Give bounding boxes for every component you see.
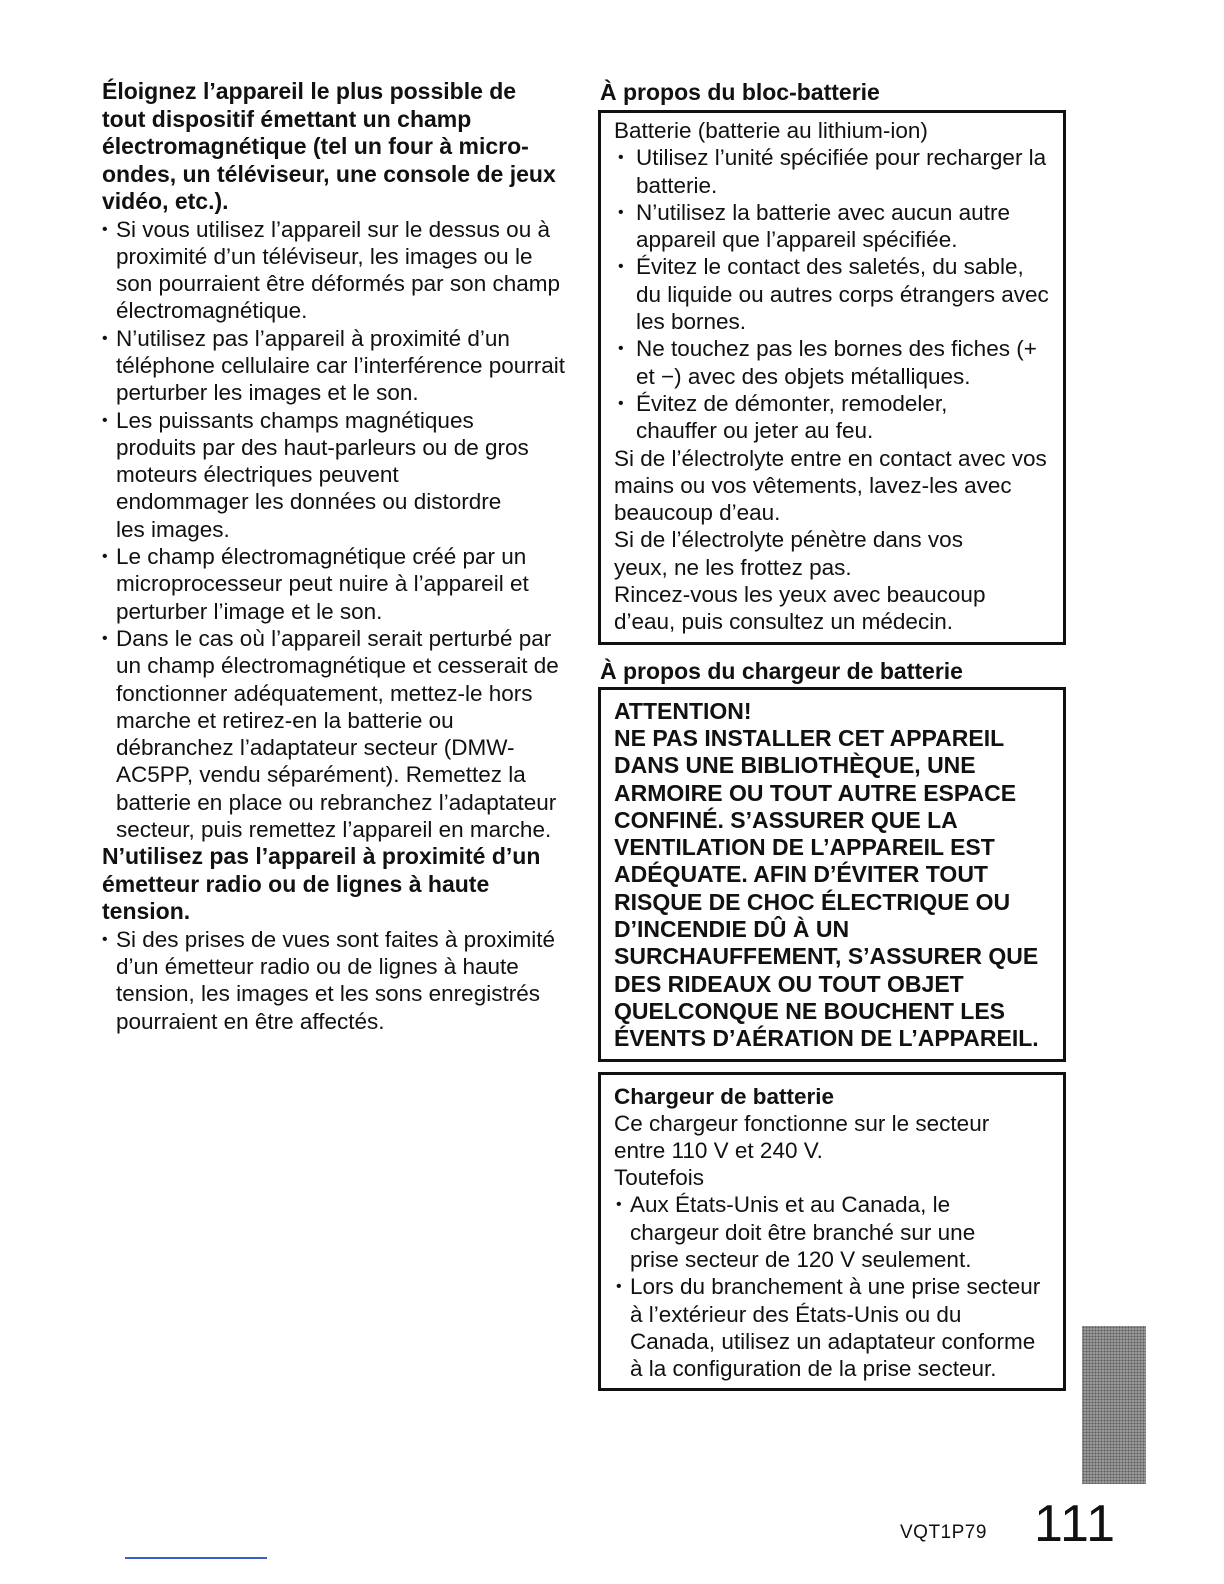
- list-item: • Évitez le contact des saletés, du sable, du liquide ou autres corps étrangers avec les bornes.: [614, 253, 1051, 335]
- list-item: • Évitez de démonter, remodeler, chauffer ou jeter au feu.: [614, 390, 1051, 445]
- list-electromagnetic: [102, 216, 570, 844]
- section-title-charger: À propos du chargeur de batterie: [600, 657, 963, 684]
- list-radio-transmitter: [102, 926, 570, 1035]
- list-item: • Si des prises de vues sont faites à proximité d’un émetteur radio ou de lignes à haute tension, les images et les sons enregistrés pourraient en être affectés.: [102, 926, 570, 1035]
- warning-title: ATTENTION!: [614, 697, 752, 724]
- list-item: • Dans le cas où l’appareil serait perturbé par un champ électromagnétique et cesserait de fonctionner adéquatement, mettez-le hors marche et retirez-en la batterie ou débranchez l’adaptateur secteur (DMW-AC5PP, vendu séparément). Remettez la batterie en place ou rebranchez l’adaptateur secteur, puis remettez l’appareil en marche.: [102, 625, 570, 843]
- decorative-rule: [125, 1557, 267, 1559]
- electrolyte-skin-text: Si de l’électrolyte entre en contact avec vos mains ou vos vêtements, lavez-les avec beaucoup d’eau.: [614, 445, 1047, 526]
- list-item: • Lors du branchement à une prise secteur à l’extérieur des États-Unis ou du Canada, utilisez un adaptateur conforme à la configuration de la prise secteur.: [614, 1273, 1051, 1382]
- section-title-battery: À propos du bloc-batterie: [600, 79, 880, 105]
- list-item: • Le champ électromagnétique créé par un microprocesseur peut nuire à l’appareil et perturber l’image et le son.: [102, 543, 570, 625]
- battery-list: [614, 144, 1051, 444]
- heading-electromagnetic: Éloignez l’appareil le plus possible de tout dispositif émettant un champ électromagnétique (tel un four à micro-ondes, un téléviseur, une console de jeux vidéo, etc.).: [102, 78, 556, 214]
- warning-box: [598, 687, 1066, 1062]
- list-item: • Utilisez l’unité spécifiée pour recharger la batterie.: [614, 144, 1051, 199]
- warning-text: NE PAS INSTALLER CET APPAREIL DANS UNE BIBLIOTHÈQUE, UNE ARMOIRE OU TOUT AUTRE ESPACE CONFINÉ. S’ASSURER QUE LA VENTILATION DE L’APPAREIL EST ADÉQUATE. AFIN D’ÉVITER TOUT RISQUE DE CHOC ÉLECTRIQUE OU D’INCENDIE DÛ À UN SURCHAUFFEMENT, S’ASSURER QUE DES RIDEAUX OU TOUT OBJET QUELCONQUE NE BOUCHENT LES ÉVENTS D’AÉRATION DE L’APPAREIL.: [614, 724, 1039, 1052]
- list-item: • Les puissants champs magnétiques produits par des haut-parleurs ou de gros moteurs électriques peuvent endommager les données ou distordre les images.: [102, 407, 570, 543]
- right-column: [598, 78, 1066, 1391]
- list-item: • Aux États-Unis et au Canada, le chargeur doit être branché sur une prise secteur de 120 V seulement.: [614, 1191, 1051, 1273]
- left-column: [102, 78, 570, 1035]
- battery-info-box: [598, 110, 1066, 645]
- charger-voltage-text: Ce chargeur fonctionne sur le secteur entre 110 V et 240 V.: [614, 1110, 990, 1163]
- heading-radio-transmitter: N’utilisez pas l’appareil à proximité d’un émetteur radio ou de lignes à haute tension.: [102, 843, 541, 925]
- charger-however-text: Toutefois: [614, 1165, 705, 1191]
- charger-list: [614, 1191, 1051, 1382]
- charger-box-title: Chargeur de batterie: [614, 1083, 835, 1109]
- list-item: • N’utilisez pas l’appareil à proximité d’un téléphone cellulaire car l’interférence pourrait perturber les images et le son.: [102, 325, 570, 407]
- charger-info-box: [598, 1072, 1066, 1392]
- model-code: VQT1P79: [900, 1522, 987, 1543]
- battery-intro: Batterie (batterie au lithium-ion): [614, 118, 928, 143]
- electrolyte-eyes-text: Si de l’électrolyte pénètre dans vos yeux, ne les frottez pas.: [614, 527, 963, 580]
- list-item: • N’utilisez la batterie avec aucun autre appareil que l’appareil spécifiée.: [614, 199, 1051, 254]
- list-item: • Si vous utilisez l’appareil sur le dessus ou à proximité d’un téléviseur, les images ou le son pourraient être déformés par son champ électromagnétique.: [102, 216, 570, 325]
- section-index-tab: [1082, 1326, 1146, 1484]
- list-item: • Ne touchez pas les bornes des fiches (+ et −) avec des objets métalliques.: [614, 335, 1051, 390]
- page-number: 111: [1034, 1495, 1117, 1553]
- rinse-eyes-text: Rincez-vous les yeux avec beaucoup d’eau, puis consultez un médecin.: [614, 582, 986, 635]
